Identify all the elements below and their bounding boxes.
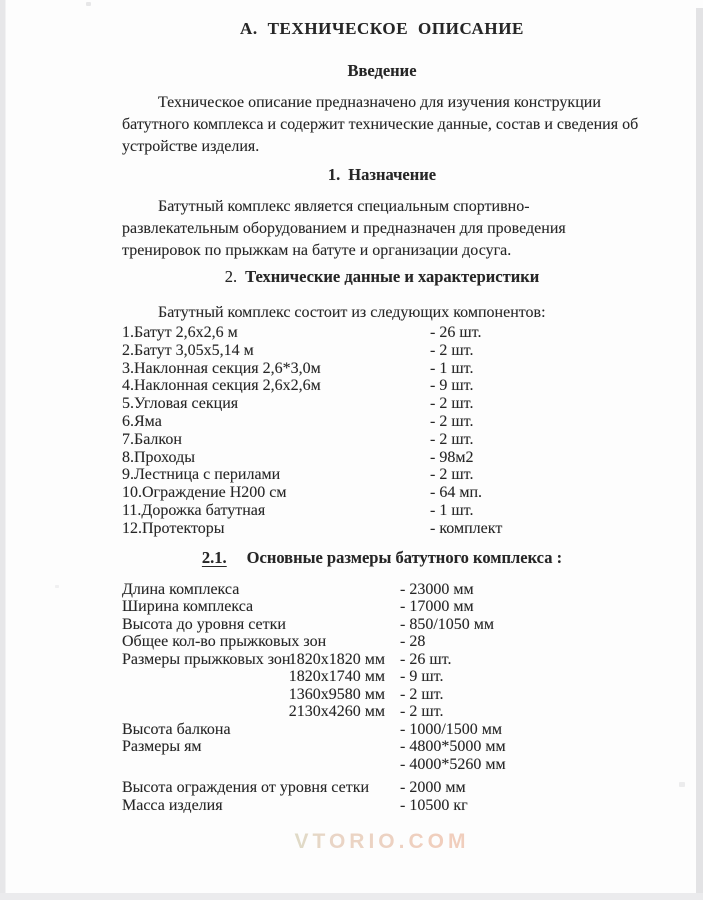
section2-title: Технические данные и характеристики xyxy=(245,267,540,286)
site-watermark: VTORIO.COM xyxy=(122,830,642,854)
component-quantity: - 2 шт. xyxy=(430,395,474,413)
components-list xyxy=(122,324,642,538)
component-label: 9.Лестница с перилами xyxy=(122,466,281,484)
component-quantity: - 9 шт. xyxy=(430,377,474,395)
dimension-label: Масса изделия xyxy=(122,796,223,814)
scan-speck xyxy=(55,585,59,588)
component-quantity: - 26 шт. xyxy=(430,324,482,341)
component-label: 5.Угловая секция xyxy=(122,395,239,413)
section1-paragraph: Батутный комплекс является специальным спортивно-развлекательным оборудованием и предназначен для проведения тренировок по прыжкам на батуте и организации досуга. xyxy=(122,198,566,259)
component-label: 6.Яма xyxy=(122,412,162,430)
dimension-label: Высота до уровня сетки xyxy=(122,615,286,633)
dimension-size: 1820х1740 мм xyxy=(288,668,385,686)
scan-speck xyxy=(86,2,91,6)
dimension-value: - 23000 мм xyxy=(400,580,474,598)
component-row xyxy=(122,502,642,520)
component-row xyxy=(122,466,642,484)
dimension-value: - 10500 кг xyxy=(400,796,468,814)
dimension-label: Высота балкона xyxy=(122,720,231,738)
dimension-row xyxy=(122,779,642,797)
dimension-value: - 2000 мм xyxy=(400,779,466,797)
component-quantity: - 2 шт. xyxy=(430,412,474,430)
component-row xyxy=(122,449,642,467)
component-label: 8.Проходы xyxy=(122,448,195,466)
dimension-label: Размеры прыжковых зон xyxy=(122,650,291,668)
component-quantity: - 2 шт. xyxy=(430,341,474,359)
dimension-value: - 28 xyxy=(400,633,426,651)
component-label: 3.Наклонная секция 2,6*3,0м xyxy=(122,359,321,377)
section21-title: Основные размеры батутного комплекса : xyxy=(246,547,563,567)
section1-title: Назначение xyxy=(348,165,437,184)
dimension-value: - 4000*5260 мм xyxy=(400,755,506,773)
component-label: 11.Дорожка батутная xyxy=(122,501,266,519)
component-quantity: - 2 шт. xyxy=(430,466,474,484)
dimension-size: 1820х1820 мм xyxy=(288,650,385,668)
scan-speck xyxy=(679,782,685,787)
dimension-value: - 850/1050 мм xyxy=(400,615,495,633)
component-label: 10.Ограждение Н200 см xyxy=(122,484,287,502)
component-row xyxy=(122,342,642,360)
component-row xyxy=(122,377,642,395)
section2-heading xyxy=(122,266,642,288)
component-label: 1.Батут 2,6х2,6 м xyxy=(122,324,238,341)
component-quantity: - 1 шт. xyxy=(430,359,474,377)
section21-number: 2.1. xyxy=(201,547,227,567)
section1-heading xyxy=(122,164,642,186)
dimension-label: Размеры ям xyxy=(122,738,202,756)
dimensions-list xyxy=(122,581,642,815)
component-row xyxy=(122,413,642,431)
dimension-row xyxy=(122,721,642,739)
dimension-row xyxy=(122,651,642,669)
component-row xyxy=(122,520,642,538)
dimension-value: - 4800*5000 мм xyxy=(400,738,506,756)
dimension-label: Общее кол-во прыжковых зон xyxy=(122,633,327,651)
section21-heading xyxy=(122,547,642,569)
page-title: А. ТЕХНИЧЕСКОЕ ОПИСАНИЕ xyxy=(240,19,524,38)
dimension-size: 1360х9580 мм xyxy=(288,685,385,703)
component-label: 12.Протекторы xyxy=(122,519,225,537)
scan-edge-left xyxy=(0,0,6,900)
component-row xyxy=(122,360,642,378)
dimension-label: Длина комплекса xyxy=(122,580,240,598)
component-label: 2.Батут 3,05х5,14 м xyxy=(122,341,254,359)
component-quantity: - 98м2 xyxy=(430,448,474,466)
component-quantity: - комплект xyxy=(430,519,503,537)
component-row xyxy=(122,324,642,342)
component-label: 7.Балкон xyxy=(122,430,182,448)
introduction-paragraph: Техническое описание предназначено для изучения конструкции батутного комплекса и содержит технические данные, состав и сведения об устройстве изделия. xyxy=(122,94,639,155)
dimension-size: 2130х4260 мм xyxy=(288,703,385,721)
section2-number: 2. xyxy=(224,267,238,286)
dimension-value: - 1000/1500 мм xyxy=(400,720,503,738)
components-lead: Батутный комплекс состоит из следующих компонентов: xyxy=(158,304,546,321)
dimension-label: Высота ограждения от уровня сетки xyxy=(122,779,370,797)
component-row xyxy=(122,395,642,413)
dimension-row xyxy=(122,686,642,704)
dimension-row xyxy=(122,598,642,616)
dimension-value: - 17000 мм xyxy=(400,598,474,616)
scan-edge-right xyxy=(696,8,703,900)
dimension-value: - 2 шт. xyxy=(400,703,444,721)
dimension-label: Ширина комплекса xyxy=(122,598,254,616)
component-label: 4.Наклонная секция 2,6х2,6м xyxy=(122,377,321,395)
component-row xyxy=(122,431,642,449)
dimension-value: - 9 шт. xyxy=(400,668,444,686)
scan-edge-bottom xyxy=(0,893,703,900)
component-row xyxy=(122,484,642,502)
dimension-row xyxy=(122,738,642,756)
introduction-heading: Введение xyxy=(347,61,417,80)
dimension-row xyxy=(122,756,642,774)
section1-number: 1. xyxy=(327,165,341,184)
dimension-row xyxy=(122,668,642,686)
dimension-row xyxy=(122,797,642,815)
dimension-row xyxy=(122,633,642,651)
dimension-value: - 26 шт. xyxy=(400,650,452,668)
component-quantity: - 2 шт. xyxy=(430,430,474,448)
dimension-value: - 2 шт. xyxy=(400,685,444,703)
dimension-row xyxy=(122,616,642,634)
component-quantity: - 1 шт. xyxy=(430,501,474,519)
dimension-row xyxy=(122,581,642,599)
dimension-row xyxy=(122,703,642,721)
component-quantity: - 64 мп. xyxy=(430,484,483,502)
document-content xyxy=(122,0,642,854)
